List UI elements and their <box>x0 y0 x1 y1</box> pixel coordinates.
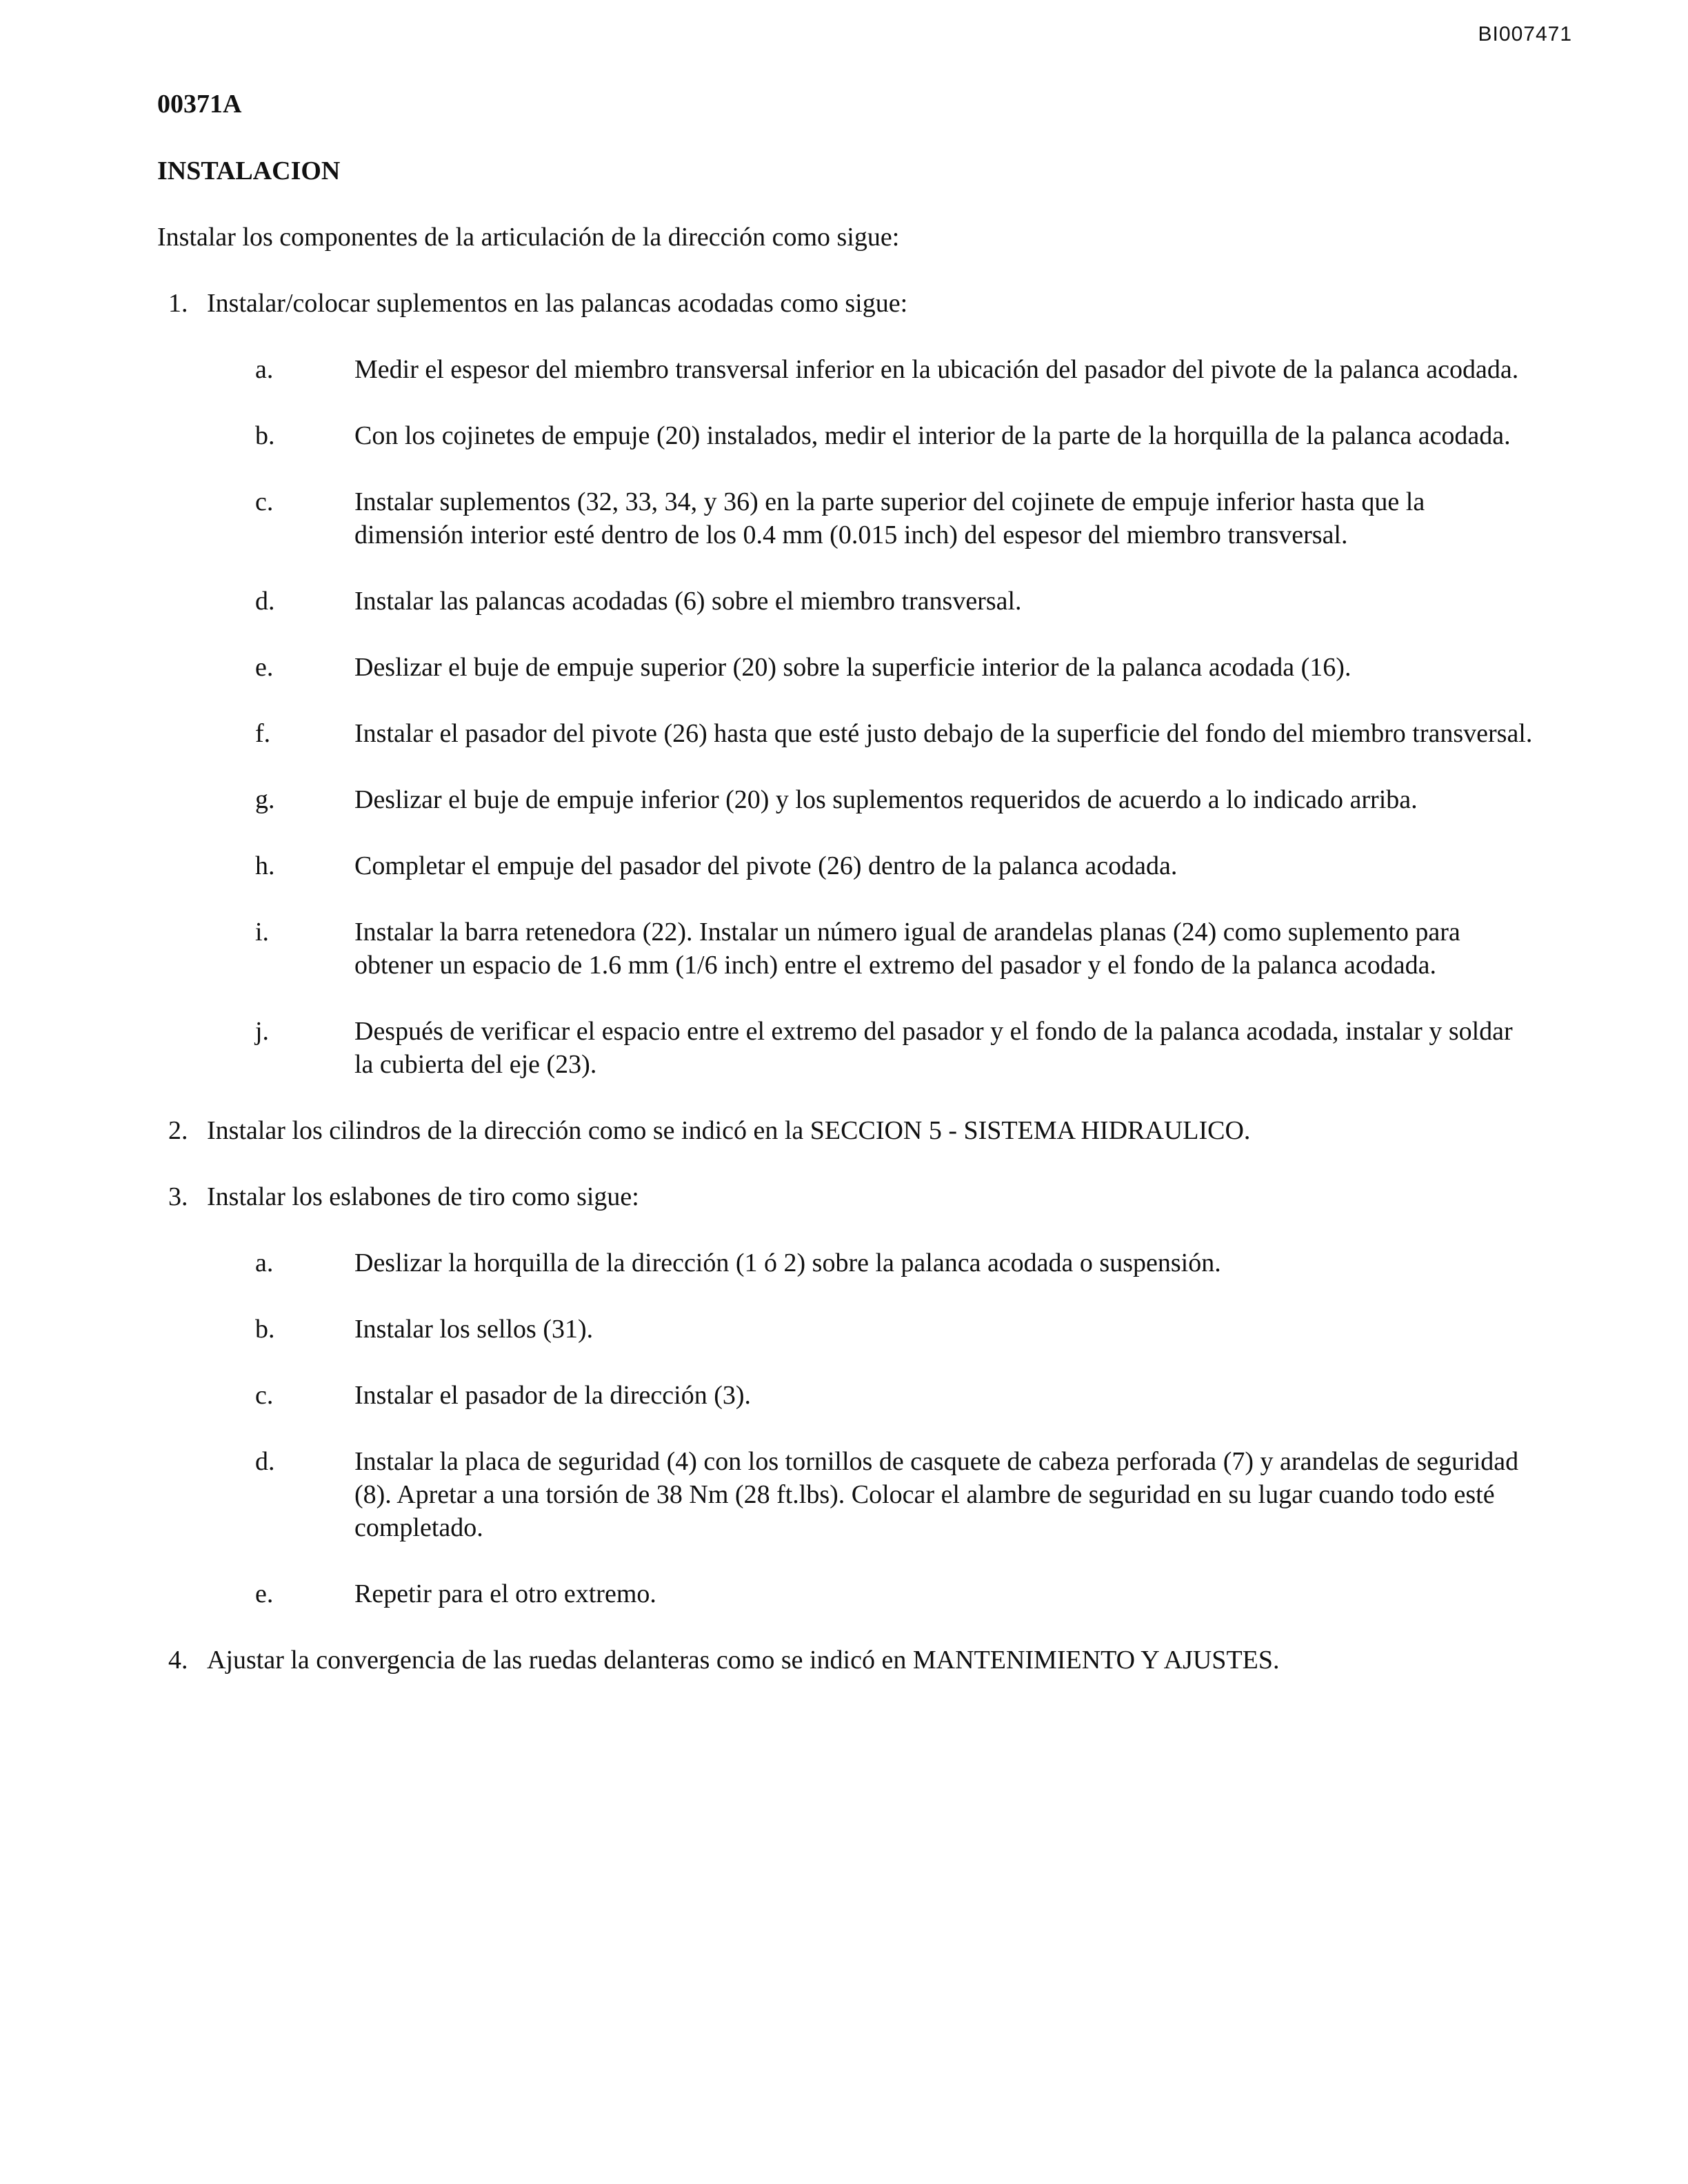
substep-item <box>0 1445 1534 1544</box>
section-title: INSTALACION <box>157 156 341 185</box>
substep-item <box>0 419 1534 452</box>
substep-item <box>0 717 1534 750</box>
step-item <box>0 287 1688 1081</box>
intro-paragraph: Instalar los componentes de la articulación de la dirección como sigue: <box>157 223 900 252</box>
step-text: Ajustar la convergencia de las ruedas delanteras como se indicó en MANTENIMIENTO Y AJUSTES. <box>207 1646 1280 1675</box>
substep-item <box>0 585 1534 618</box>
step-number: 1. <box>168 289 188 318</box>
substep-letter: a. <box>255 1248 274 1277</box>
substep-letter: a. <box>255 355 274 384</box>
substep-text: Instalar la placa de seguridad (4) con los tornillos de casquete de cabeza perforada (7) y arandelas de seguridad (8). Apretar a una torsión de 38 Nm (28 ft.lbs). Colocar el alambre de seguridad en su lugar cuando todo esté completado. <box>354 1447 1519 1542</box>
step-number: 3. <box>168 1182 188 1211</box>
substep-text: Instalar el pasador del pivote (26) hasta que esté justo debajo de la superficie del fondo del miembro transversal. <box>354 719 1533 748</box>
substep-item <box>0 485 1534 552</box>
substep-text: Instalar las palancas acodadas (6) sobre el miembro transversal. <box>354 587 1022 616</box>
substep-letter: d. <box>255 587 275 616</box>
step-item <box>0 1114 1688 1147</box>
substep-letter: c. <box>255 1381 274 1410</box>
substep-list <box>0 1246 1688 1610</box>
step-line <box>0 1180 1538 1213</box>
substep-letter: g. <box>255 785 275 814</box>
substep-text: Completar el empuje del pasador del pivote (26) dentro de la palanca acodada. <box>354 851 1178 880</box>
substep-letter: b. <box>255 421 275 450</box>
substep-item <box>0 1015 1534 1081</box>
page-id: BI007471 <box>1478 23 1572 46</box>
step-item <box>0 1180 1688 1610</box>
substep-item <box>0 849 1534 882</box>
substep-letter: e. <box>255 653 274 682</box>
substep-item <box>0 1246 1534 1280</box>
substep-text: Deslizar el buje de empuje inferior (20) y los suplementos requeridos de acuerdo a lo indicado arriba. <box>354 785 1418 814</box>
step-number: 4. <box>168 1646 188 1675</box>
substep-text: Instalar la barra retenedora (22). Instalar un número igual de arandelas planas (24) como suplemento para obtener un espacio de 1.6 mm (1/6 inch) entre el extremo del pasador y el fondo de la palanca acodada. <box>354 918 1460 980</box>
substep-letter: h. <box>255 851 275 880</box>
substep-letter: f. <box>255 719 271 748</box>
substep-text: Repetir para el otro extremo. <box>354 1579 656 1608</box>
step-text: Instalar los cilindros de la dirección como se indicó en la SECCION 5 - SISTEMA HIDRAULICO. <box>207 1116 1251 1145</box>
substep-text: Deslizar la horquilla de la dirección (1 ó 2) sobre la palanca acodada o suspensión. <box>354 1248 1221 1277</box>
substep-letter: d. <box>255 1447 275 1476</box>
substep-text: Con los cojinetes de empuje (20) instalados, medir el interior de la parte de la horquilla de la palanca acodada. <box>354 421 1511 450</box>
step-line <box>0 1114 1538 1147</box>
step-text: Instalar/colocar suplementos en las palancas acodadas como sigue: <box>207 289 908 318</box>
substep-list <box>0 353 1688 1081</box>
substep-letter: e. <box>255 1579 274 1608</box>
substep-text: Instalar el pasador de la dirección (3). <box>354 1381 752 1410</box>
substep-item <box>0 353 1534 386</box>
substep-text: Instalar suplementos (32, 33, 34, y 36) en la parte superior del cojinete de empuje inferior hasta que la dimensión interior esté dentro de los 0.4 mm (0.015 inch) del espesor del miembro transversal. <box>354 487 1425 549</box>
substep-text: Instalar los sellos (31). <box>354 1315 594 1344</box>
substep-item <box>0 783 1534 816</box>
step-line <box>0 287 1538 320</box>
step-item <box>0 1644 1688 1677</box>
substep-item <box>0 916 1534 982</box>
substep-item <box>0 1379 1534 1412</box>
substep-text: Deslizar el buje de empuje superior (20) sobre la superficie interior de la palanca acodada (16). <box>354 653 1352 682</box>
substep-letter: j. <box>255 1017 270 1046</box>
substep-text: Después de verificar el espacio entre el extremo del pasador y el fondo de la palanca acodada, instalar y soldar la cubierta del eje (23). <box>354 1017 1513 1079</box>
document-code: 00371A <box>157 90 242 119</box>
steps-list <box>0 287 1688 1710</box>
substep-item <box>0 1313 1534 1346</box>
step-text: Instalar los eslabones de tiro como sigue: <box>207 1182 639 1211</box>
substep-letter: c. <box>255 487 274 516</box>
substep-text: Medir el espesor del miembro transversal inferior en la ubicación del pasador del pivote de la palanca acodada. <box>354 355 1519 384</box>
substep-letter: b. <box>255 1315 275 1344</box>
step-number: 2. <box>168 1116 188 1145</box>
substep-item <box>0 651 1534 684</box>
substep-letter: i. <box>255 918 270 947</box>
substep-item <box>0 1577 1534 1610</box>
step-line <box>0 1644 1538 1677</box>
